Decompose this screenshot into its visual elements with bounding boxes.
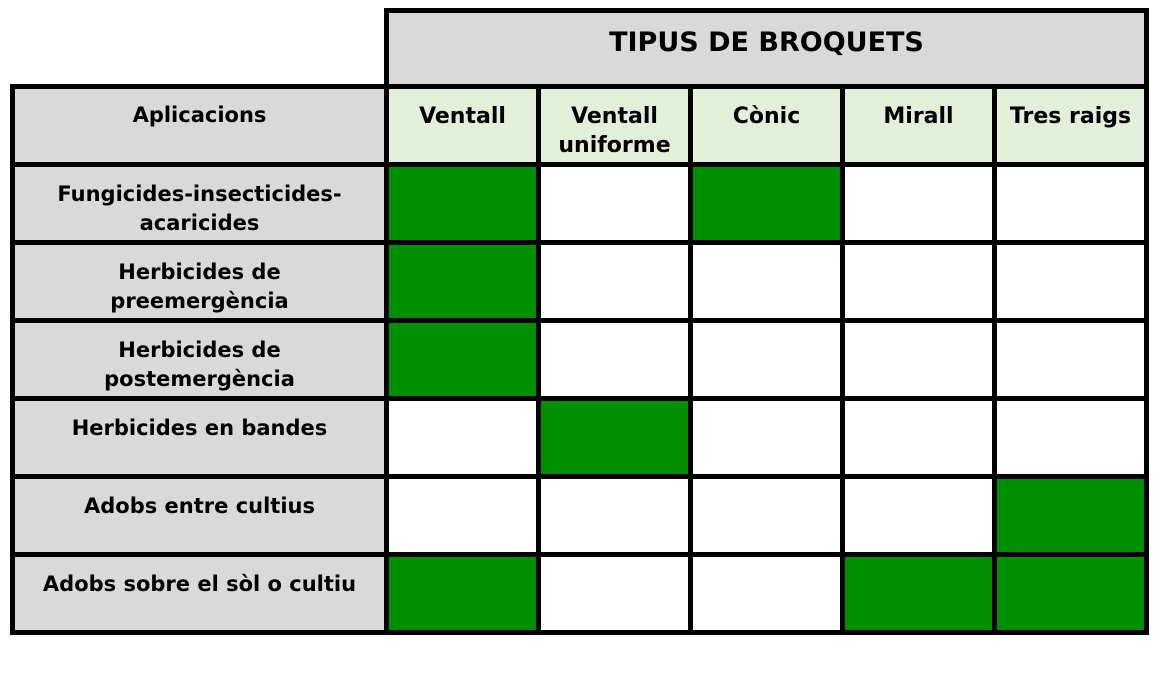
column-header-conic: [691, 87, 843, 165]
row-label-line2: preemergència: [110, 289, 289, 313]
applications-header: Aplicacions: [13, 87, 387, 165]
row-label-line1: Adobs entre cultius: [84, 494, 315, 518]
mark-cell: [843, 477, 995, 555]
mark-cell: [691, 399, 843, 477]
mark-cell: [539, 477, 691, 555]
table-title: TIPUS DE BROQUETS: [387, 11, 1147, 87]
mark-cell: [843, 321, 995, 399]
mark-cell: [691, 165, 843, 243]
column-header-line2: uniforme: [558, 133, 671, 158]
row-label-adobs-sobre-sol: [13, 555, 387, 633]
row-label-fungicides: [13, 165, 387, 243]
mark-cell: [995, 555, 1147, 633]
row-label-line1: Herbicides de: [118, 260, 281, 284]
row-label-line1: Adobs sobre el sòl o cultiu: [42, 572, 357, 596]
mark-cell: [539, 321, 691, 399]
broquets-table: [10, 8, 1149, 635]
mark-cell: [539, 165, 691, 243]
mark-cell: [387, 555, 539, 633]
row-label-herbicides-postemergencia: [13, 321, 387, 399]
mark-cell: [995, 399, 1147, 477]
mark-cell: [539, 399, 691, 477]
row-label-line1: Herbicides en bandes: [71, 416, 328, 440]
mark-cell: [387, 399, 539, 477]
mark-cell: [691, 243, 843, 321]
row-label-herbicides-preemergencia: [13, 243, 387, 321]
column-header-mirall: [843, 87, 995, 165]
mark-cell: [691, 555, 843, 633]
mark-cell: [539, 555, 691, 633]
row-label-line1: Herbicides de: [118, 338, 281, 362]
row-label-line2: acaricides: [139, 211, 260, 235]
mark-cell: [387, 243, 539, 321]
column-header-row: [13, 87, 1147, 165]
column-header-line1: Ventall: [571, 104, 658, 129]
mark-cell: [843, 399, 995, 477]
row-label-line1: Fungicides-insecticides-: [57, 182, 342, 206]
column-header-ventall-uniforme: [539, 87, 691, 165]
row-label-adobs-entre-cultius: [13, 477, 387, 555]
mark-cell: [995, 321, 1147, 399]
empty-corner-cell: [13, 11, 387, 87]
mark-cell: [995, 243, 1147, 321]
table-row: [13, 555, 1147, 633]
row-label-line2: postemergència: [104, 367, 295, 391]
table-row: [13, 399, 1147, 477]
table-row: [13, 243, 1147, 321]
column-header-ventall: [387, 87, 539, 165]
row-label-herbicides-bandes: [13, 399, 387, 477]
column-header-line1: Tres raigs: [1009, 104, 1132, 129]
column-header-line1: Mirall: [883, 104, 954, 129]
table-row: [13, 477, 1147, 555]
mark-cell: [843, 243, 995, 321]
table-row: [13, 321, 1147, 399]
table-row: [13, 165, 1147, 243]
mark-cell: [691, 321, 843, 399]
mark-cell: [691, 477, 843, 555]
mark-cell: [387, 321, 539, 399]
column-header-line1: Ventall: [419, 104, 506, 129]
mark-cell: [387, 165, 539, 243]
mark-cell: [539, 243, 691, 321]
mark-cell: [843, 555, 995, 633]
column-header-tres-raigs: [995, 87, 1147, 165]
mark-cell: [387, 477, 539, 555]
mark-cell: [995, 477, 1147, 555]
mark-cell: [843, 165, 995, 243]
mark-cell: [995, 165, 1147, 243]
column-header-line1: Cònic: [732, 104, 801, 129]
title-row: [13, 11, 1147, 87]
